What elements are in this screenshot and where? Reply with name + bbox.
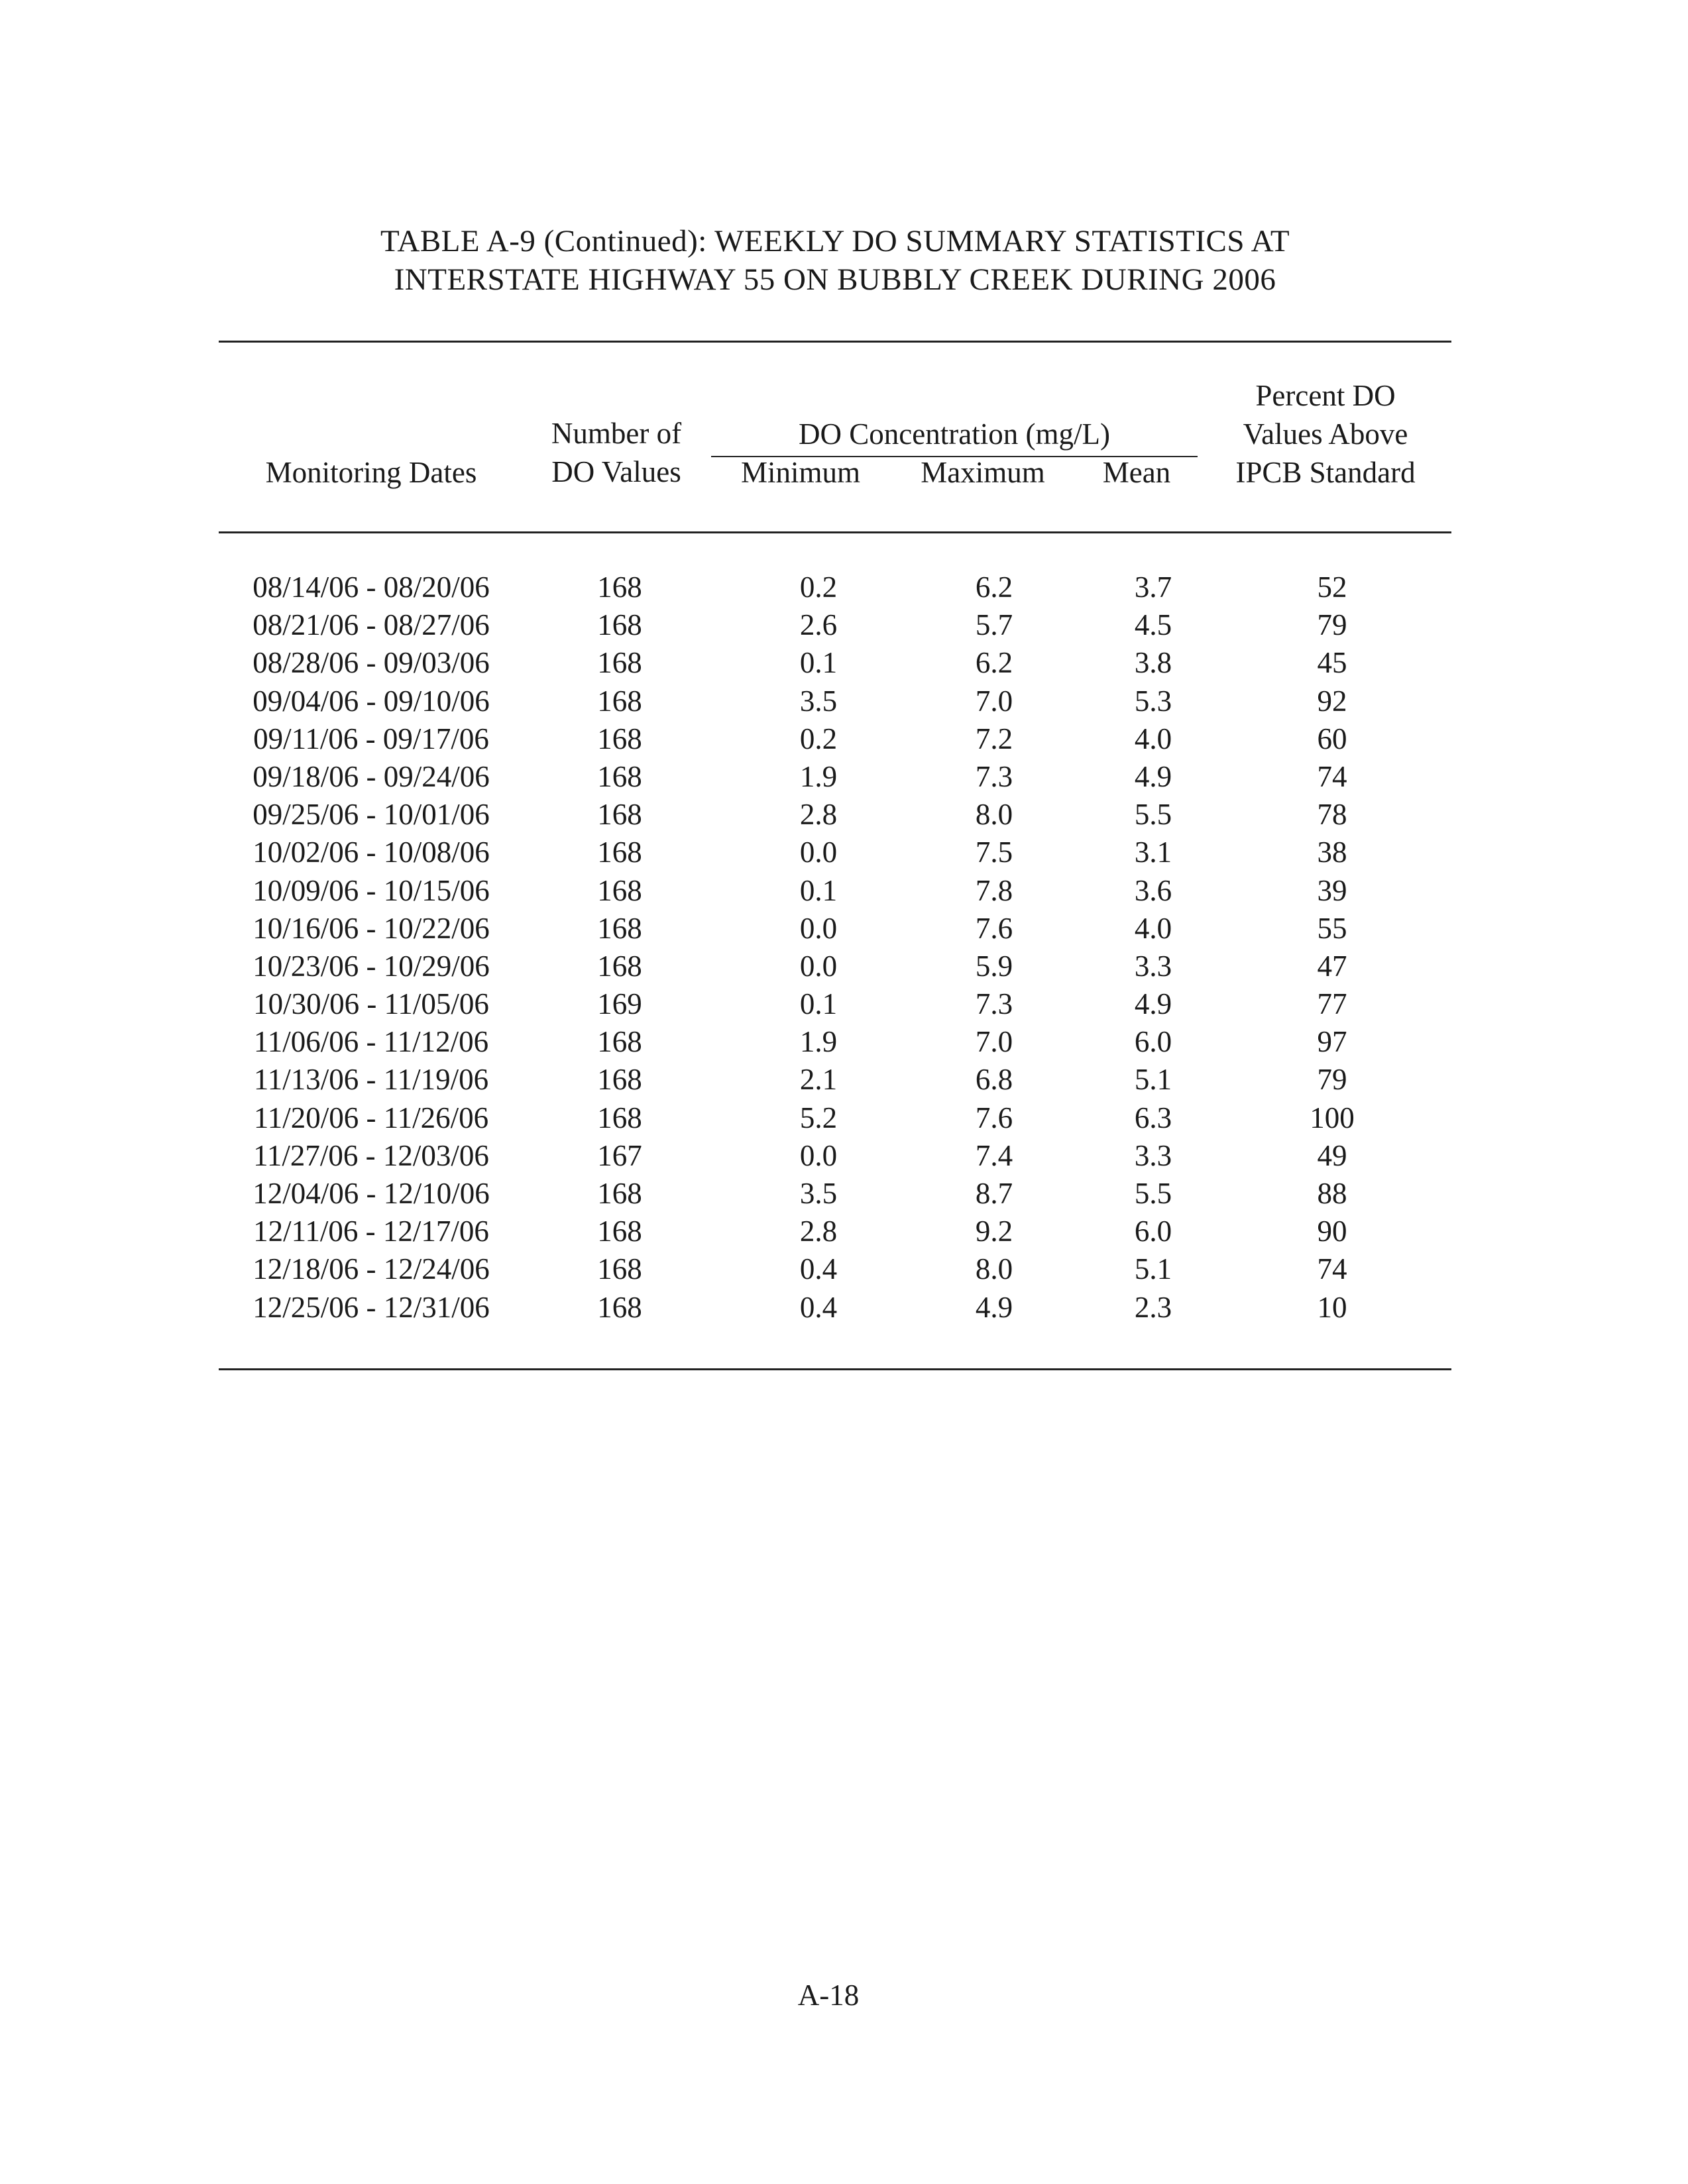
cell-maximum: 5.7 (975, 608, 1013, 642)
cell-maximum: 7.2 (975, 722, 1013, 755)
cell-mean: 4.0 (1134, 722, 1172, 755)
table-body (0, 569, 1688, 1327)
cell-percent-above: 45 (1317, 646, 1347, 680)
cell-number-of-values: 168 (597, 1290, 642, 1324)
header-monitoring-dates-label: Monitoring Dates (265, 456, 477, 489)
cell-maximum: 4.9 (975, 1290, 1013, 1324)
cell-mean: 3.3 (1134, 949, 1172, 983)
cell-number-of-values: 168 (597, 911, 642, 945)
cell-number-of-values: 167 (597, 1138, 642, 1172)
cell-number-of-values: 168 (597, 722, 642, 755)
cell-mean: 4.9 (1134, 759, 1172, 793)
cell-maximum: 7.0 (975, 1025, 1013, 1059)
cell-minimum: 0.2 (799, 571, 838, 604)
cell-maximum: 7.6 (975, 911, 1013, 945)
header-number-line-2: DO Values (551, 455, 681, 488)
cell-percent-above: 74 (1317, 759, 1347, 793)
cell-mean: 3.3 (1134, 1138, 1172, 1172)
cell-maximum: 8.0 (975, 798, 1013, 832)
table-title (219, 222, 1451, 299)
table-row (0, 1250, 1688, 1288)
header-maximum (890, 453, 1076, 492)
cell-mean: 6.3 (1134, 1101, 1172, 1134)
cell-monitoring-dates: 08/21/06 - 08/27/06 (253, 608, 490, 642)
cell-number-of-values: 168 (597, 873, 642, 907)
cell-percent-above: 52 (1317, 571, 1347, 604)
cell-mean: 3.7 (1134, 571, 1172, 604)
cell-monitoring-dates: 09/18/06 - 09/24/06 (253, 759, 490, 793)
cell-number-of-values: 168 (597, 836, 642, 869)
cell-number-of-values: 168 (597, 759, 642, 793)
cell-monitoring-dates: 08/28/06 - 09/03/06 (253, 646, 490, 680)
table-row (0, 720, 1688, 758)
header-maximum-label: Maximum (921, 456, 1045, 489)
cell-maximum: 8.0 (975, 1252, 1013, 1286)
cell-minimum: 5.2 (799, 1101, 838, 1134)
cell-minimum: 0.0 (799, 911, 838, 945)
table-row (0, 948, 1688, 985)
cell-maximum: 6.2 (975, 571, 1013, 604)
cell-monitoring-dates: 10/09/06 - 10/15/06 (253, 873, 490, 907)
table-row (0, 1023, 1688, 1061)
cell-mean: 2.3 (1134, 1290, 1172, 1324)
table-row (0, 1061, 1688, 1099)
cell-number-of-values: 168 (597, 1025, 642, 1059)
cell-maximum: 6.8 (975, 1063, 1013, 1097)
cell-number-of-values: 168 (597, 949, 642, 983)
cell-mean: 3.1 (1134, 836, 1172, 869)
table-row (0, 758, 1688, 796)
page-number: A-18 (797, 1979, 860, 2012)
cell-number-of-values: 168 (597, 798, 642, 832)
cell-percent-above: 92 (1317, 684, 1347, 718)
cell-mean: 5.3 (1134, 684, 1172, 718)
cell-percent-above: 47 (1317, 949, 1347, 983)
table-row (0, 872, 1688, 910)
cell-monitoring-dates: 11/13/06 - 11/19/06 (253, 1063, 489, 1097)
cell-monitoring-dates: 10/16/06 - 10/22/06 (253, 911, 490, 945)
table-row (0, 985, 1688, 1023)
cell-minimum: 2.8 (799, 1215, 838, 1248)
cell-maximum: 8.7 (975, 1177, 1013, 1210)
cell-minimum: 3.5 (799, 684, 838, 718)
cell-number-of-values: 168 (597, 608, 642, 642)
cell-percent-above: 90 (1317, 1215, 1347, 1248)
cell-number-of-values: 168 (597, 1215, 642, 1248)
table-row (0, 1099, 1688, 1137)
cell-number-of-values: 168 (597, 646, 642, 680)
table-row (0, 1175, 1688, 1213)
cell-minimum: 3.5 (799, 1177, 838, 1210)
cell-minimum: 0.1 (799, 987, 838, 1021)
cell-mean: 3.6 (1134, 873, 1172, 907)
table-row (0, 606, 1688, 644)
table-row (0, 910, 1688, 948)
cell-percent-above: 100 (1310, 1101, 1355, 1134)
header-do-concentration-label: DO Concentration (mg/L) (799, 417, 1110, 451)
header-percent-above-standard (1206, 376, 1445, 492)
cell-monitoring-dates: 09/11/06 - 09/17/06 (253, 722, 489, 755)
cell-minimum: 0.4 (799, 1252, 838, 1286)
table-title-line-1: TABLE A-9 (Continued): WEEKLY DO SUMMARY STATISTICS AT (380, 224, 1290, 258)
cell-minimum: 0.0 (799, 1138, 838, 1172)
cell-percent-above: 78 (1317, 798, 1347, 832)
cell-percent-above: 10 (1317, 1290, 1347, 1324)
cell-mean: 4.0 (1134, 911, 1172, 945)
cell-minimum: 0.2 (799, 722, 838, 755)
cell-maximum: 5.9 (975, 949, 1013, 983)
cell-number-of-values: 168 (597, 684, 642, 718)
cell-minimum: 2.1 (799, 1063, 838, 1097)
cell-minimum: 0.4 (799, 1290, 838, 1324)
cell-monitoring-dates: 12/25/06 - 12/31/06 (253, 1290, 490, 1324)
cell-monitoring-dates: 10/02/06 - 10/08/06 (253, 836, 490, 869)
cell-monitoring-dates: 11/20/06 - 11/26/06 (253, 1101, 489, 1134)
cell-number-of-values: 168 (597, 571, 642, 604)
cell-maximum: 7.4 (975, 1138, 1013, 1172)
cell-monitoring-dates: 11/06/06 - 11/12/06 (253, 1025, 489, 1059)
header-bottom-rule (219, 531, 1451, 533)
cell-percent-above: 79 (1317, 608, 1347, 642)
cell-number-of-values: 168 (597, 1177, 642, 1210)
table-row (0, 644, 1688, 682)
cell-maximum: 6.2 (975, 646, 1013, 680)
table-top-rule (219, 341, 1451, 343)
cell-maximum: 7.6 (975, 1101, 1013, 1134)
cell-monitoring-dates: 08/14/06 - 08/20/06 (253, 571, 490, 604)
cell-minimum: 1.9 (799, 759, 838, 793)
cell-monitoring-dates: 12/04/06 - 12/10/06 (253, 1177, 490, 1210)
header-minimum-label: Minimum (740, 456, 861, 489)
cell-monitoring-dates: 09/25/06 - 10/01/06 (253, 798, 490, 832)
cell-monitoring-dates: 12/18/06 - 12/24/06 (253, 1252, 490, 1286)
cell-number-of-values: 168 (597, 1252, 642, 1286)
cell-mean: 4.5 (1134, 608, 1172, 642)
header-monitoring-dates (225, 453, 517, 492)
cell-percent-above: 97 (1317, 1025, 1347, 1059)
header-number-of-do-values (530, 414, 703, 491)
cell-percent-above: 60 (1317, 722, 1347, 755)
cell-minimum: 0.0 (799, 949, 838, 983)
table-row (0, 1137, 1688, 1175)
table-row (0, 834, 1688, 871)
header-percent-line-2: Values Above (1243, 417, 1408, 451)
cell-mean: 6.0 (1134, 1025, 1172, 1059)
cell-minimum: 0.0 (799, 836, 838, 869)
table-row (0, 1213, 1688, 1250)
table-row (0, 569, 1688, 606)
cell-mean: 5.1 (1134, 1063, 1172, 1097)
cell-maximum: 7.8 (975, 873, 1013, 907)
cell-percent-above: 79 (1317, 1063, 1347, 1097)
cell-maximum: 7.0 (975, 684, 1013, 718)
cell-percent-above: 38 (1317, 836, 1347, 869)
cell-minimum: 0.1 (799, 873, 838, 907)
cell-minimum: 0.1 (799, 646, 838, 680)
cell-mean: 5.1 (1134, 1252, 1172, 1286)
cell-percent-above: 55 (1317, 911, 1347, 945)
cell-number-of-values: 168 (597, 1101, 642, 1134)
cell-percent-above: 88 (1317, 1177, 1347, 1210)
header-percent-line-1: Percent DO (1255, 379, 1396, 412)
header-number-line-1: Number of (551, 417, 682, 450)
cell-monitoring-dates: 12/11/06 - 12/17/06 (253, 1215, 489, 1248)
cell-mean: 5.5 (1134, 798, 1172, 832)
cell-maximum: 7.3 (975, 759, 1013, 793)
cell-number-of-values: 168 (597, 1063, 642, 1097)
cell-minimum: 2.8 (799, 798, 838, 832)
cell-mean: 4.9 (1134, 987, 1172, 1021)
table-row (0, 682, 1688, 720)
cell-monitoring-dates: 10/30/06 - 11/05/06 (253, 987, 489, 1021)
cell-maximum: 9.2 (975, 1215, 1013, 1248)
cell-minimum: 2.6 (799, 608, 838, 642)
cell-percent-above: 74 (1317, 1252, 1347, 1286)
table-bottom-rule (219, 1368, 1451, 1370)
header-mean-label: Mean (1102, 456, 1171, 489)
cell-percent-above: 49 (1317, 1138, 1347, 1172)
header-minimum (711, 453, 890, 492)
header-do-concentration (711, 415, 1198, 453)
cell-monitoring-dates: 09/04/06 - 09/10/06 (253, 684, 490, 718)
cell-maximum: 7.3 (975, 987, 1013, 1021)
header-mean (1076, 453, 1198, 492)
cell-percent-above: 39 (1317, 873, 1347, 907)
header-percent-line-3: IPCB Standard (1235, 456, 1416, 489)
cell-number-of-values: 169 (597, 987, 642, 1021)
cell-monitoring-dates: 10/23/06 - 10/29/06 (253, 949, 490, 983)
cell-monitoring-dates: 11/27/06 - 12/03/06 (253, 1138, 489, 1172)
table-row (0, 1289, 1688, 1327)
cell-minimum: 1.9 (799, 1025, 838, 1059)
cell-mean: 5.5 (1134, 1177, 1172, 1210)
cell-maximum: 7.5 (975, 836, 1013, 869)
cell-mean: 6.0 (1134, 1215, 1172, 1248)
table-title-line-2: INTERSTATE HIGHWAY 55 ON BUBBLY CREEK DURING 2006 (394, 262, 1276, 297)
cell-mean: 3.8 (1134, 646, 1172, 680)
table-row (0, 796, 1688, 834)
cell-percent-above: 77 (1317, 987, 1347, 1021)
